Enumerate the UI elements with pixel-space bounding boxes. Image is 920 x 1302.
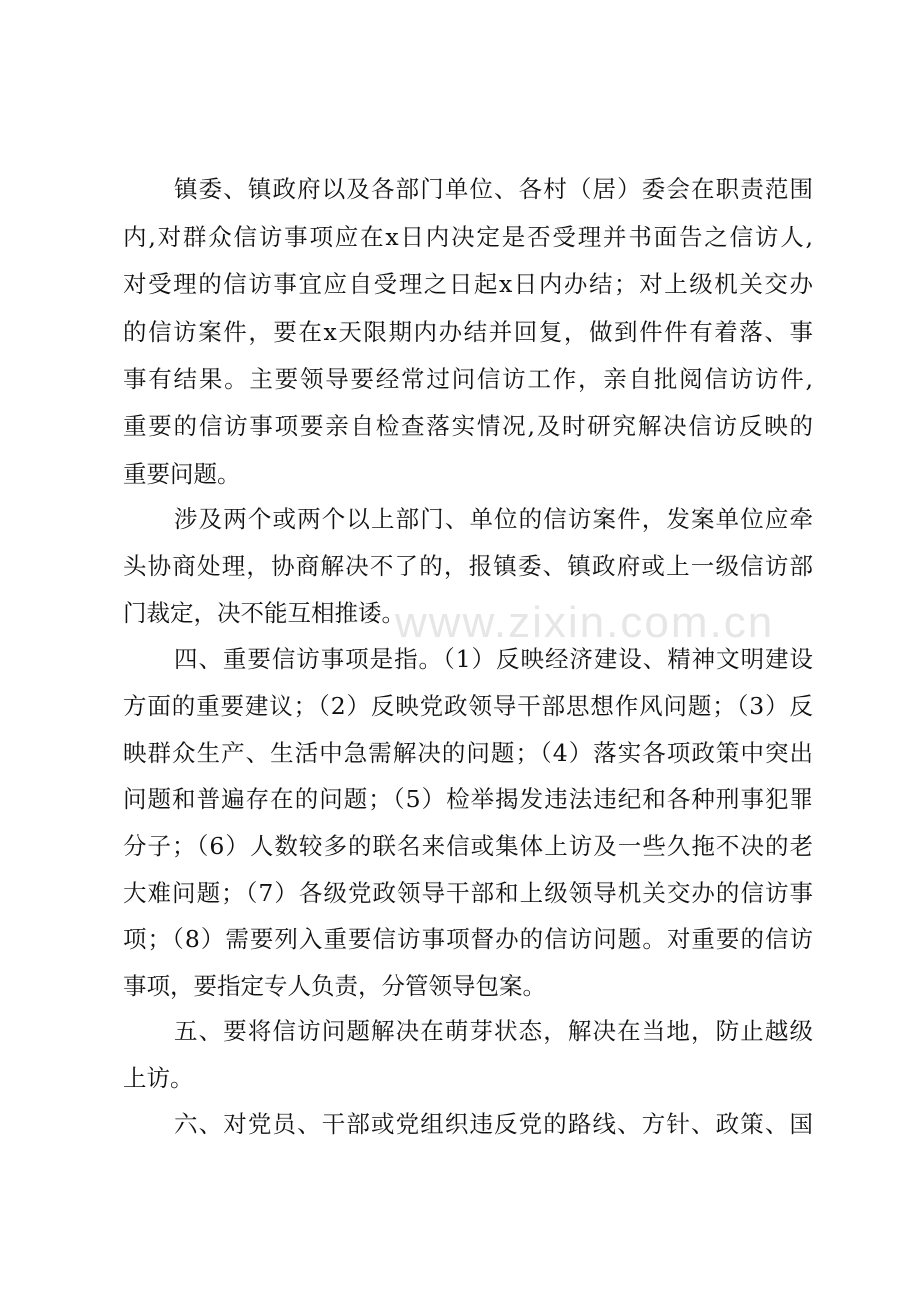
paragraph-line: 项；（8）需要列入重要信访事项督办的信访问题。对重要的信访: [123, 925, 813, 953]
paragraph-line: 镇委、镇政府以及各部门单位、各村（居）委会在职责范围: [174, 175, 813, 203]
paragraph-line: 大难问题；（7）各级党政领导干部和上级领导机关交办的信访事: [123, 879, 813, 907]
paragraph-line: 方面的重要建议；（2）反映党政领导干部思想作风问题；（3）反: [123, 692, 813, 720]
watermark-text: www.zixin.com.cn: [395, 598, 775, 647]
paragraph-line: 重要的信访事项要亲自检查落实情况,及时研究解决信访反映的: [123, 412, 813, 440]
paragraph-line: 上访。: [123, 1064, 194, 1092]
paragraph-line: 五、要将信访问题解决在萌芽状态，解决在当地，防止越级: [174, 1017, 813, 1045]
paragraph-line: 对受理的信访事宜应自受理之日起x日内办结；对上级机关交办: [123, 270, 813, 298]
paragraph-line: 事有结果。主要领导要经常过问信访工作，亲自批阅信访访件,: [123, 365, 813, 393]
paragraph-line: 重要问题。: [123, 460, 241, 488]
paragraph-line: 映群众生产、生活中急需解决的问题；（4）落实各项政策中突出: [123, 739, 813, 767]
paragraph-line: 头协商处理，协商解决不了的，报镇委、镇政府或上一级信访部: [123, 552, 813, 580]
paragraph-line: 四、重要信访事项是指。（1）反映经济建设、精神文明建设: [174, 645, 813, 673]
paragraph-line: 门裁定，决不能互相推诿。: [123, 599, 405, 627]
paragraph-line: 内,对群众信访事项应在x日内决定是否受理并书面告之信访人,: [123, 223, 813, 251]
paragraph-line: 的信访案件，要在x天限期内办结并回复，做到件件有着落、事: [123, 318, 813, 346]
paragraph-line: 六、对党员、干部或党组织违反党的路线、方针、政策、国: [174, 1110, 813, 1138]
paragraph-line: 事项，要指定专人负责，分管领导包案。: [123, 972, 546, 1000]
paragraph-line: 问题和普遍存在的问题；（5）检举揭发违法违纪和各种刑事犯罪: [123, 785, 813, 813]
paragraph-line: 涉及两个或两个以上部门、单位的信访案件，发案单位应牵: [174, 505, 813, 533]
paragraph-line: 分子；（6）人数较多的联名来信或集体上访及一些久拖不决的老: [123, 832, 813, 860]
